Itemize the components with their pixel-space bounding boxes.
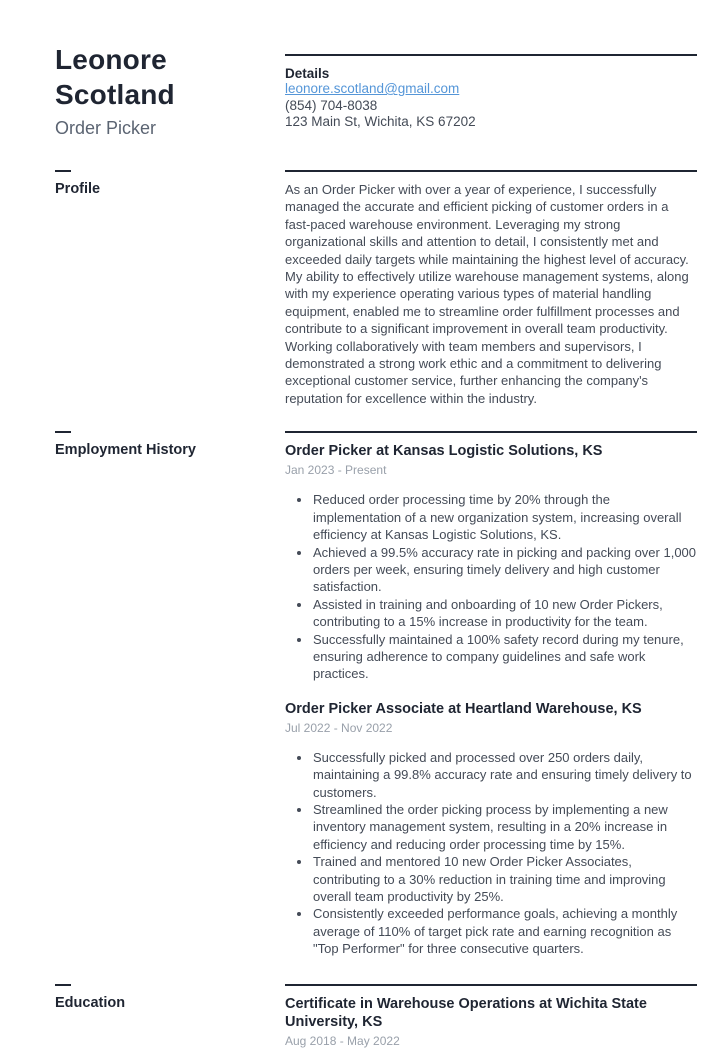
job-title: Order Picker Associate at Heartland Warehouse, KS bbox=[285, 700, 642, 717]
phone-text: (854) 704-8038 bbox=[285, 97, 378, 113]
education-section-marker bbox=[55, 984, 71, 986]
bullet-item: • Assisted in training and onboarding of 10 new Order Pickers, contributing to a 15% increase in productivity for the team. bbox=[312, 596, 697, 631]
education-dates: Aug 2018 - May 2022 bbox=[285, 1033, 400, 1048]
details-heading: Details bbox=[285, 66, 330, 81]
header-left bbox=[55, 42, 285, 140]
profile-section-label: Profile bbox=[55, 181, 101, 197]
header-details bbox=[285, 42, 697, 140]
employment-label-column bbox=[55, 431, 285, 957]
profile-label-column bbox=[55, 170, 285, 407]
education-top-rule bbox=[285, 984, 697, 986]
education-section-label: Education bbox=[55, 994, 126, 1011]
section-employment-history bbox=[55, 431, 697, 957]
email-link[interactable]: leonore.scotland@gmail.com bbox=[285, 81, 460, 96]
address-text: 123 Main St, Wichita, KS 67202 bbox=[285, 114, 476, 129]
bullet-item: • Achieved a 99.5% accuracy rate in picking and packing over 1,000 orders per week, ensuring timely delivery and high customer satisfaction. bbox=[312, 544, 697, 596]
section-education bbox=[55, 984, 697, 1049]
profile-top-rule bbox=[285, 170, 697, 172]
education-content bbox=[285, 984, 697, 1049]
job-bullet-list bbox=[285, 749, 697, 958]
bullet-item: • Streamlined the order picking process by implementing a new inventory management system, resulting in a 20% increase in efficiency and reducing order processing time by 15%. bbox=[312, 801, 697, 853]
bullet-item: • Consistently exceeded performance goals, achieving a monthly average of 110% of target pick rate and earning recognition as "Top Performer" for three consecutive quarters. bbox=[312, 905, 697, 957]
job-entry bbox=[285, 442, 697, 682]
bullet-item: • Successfully picked and processed over 250 orders daily, maintaining a 99.8% accuracy rate and ensuring timely delivery to customers. bbox=[312, 749, 697, 801]
education-title: Certificate in Warehouse Operations at Wichita State University, KS bbox=[285, 995, 647, 1030]
section-profile bbox=[55, 170, 697, 407]
candidate-job-title: Order Picker bbox=[55, 118, 157, 138]
job-bullet-list bbox=[285, 491, 697, 682]
job-dates: Jan 2023 - Present bbox=[285, 463, 387, 478]
education-entry bbox=[285, 995, 697, 1049]
details-top-rule bbox=[285, 54, 697, 56]
education-label-column bbox=[55, 984, 285, 1049]
candidate-name: Leonore Scotland bbox=[55, 44, 175, 110]
job-entry bbox=[285, 700, 697, 958]
employment-content bbox=[285, 431, 697, 957]
header bbox=[55, 42, 697, 140]
bullet-item: • Trained and mentored 10 new Order Picker Associates, contributing to a 30% reduction in training time and improving overall team productivity by 25%. bbox=[312, 853, 697, 905]
profile-content bbox=[285, 170, 697, 407]
bullet-item: • Successfully maintained a 100% safety record during my tenure, ensuring adherence to company guidelines and safe work practices. bbox=[312, 631, 697, 683]
employment-section-label: Employment History bbox=[55, 442, 196, 459]
bullet-item: • Reduced order processing time by 20% through the implementation of a new organization system, increasing overall efficiency at Kansas Logistic Solutions, KS. bbox=[312, 491, 697, 543]
profile-section-marker bbox=[55, 170, 71, 172]
employment-section-marker bbox=[55, 431, 71, 433]
job-title: Order Picker at Kansas Logistic Solutions, KS bbox=[285, 443, 603, 460]
profile-text: As an Order Picker with over a year of experience, I successfully managed the accurate and efficient picking of customer orders in a fast-paced warehouse environment. Leveraging my strong organizational skills and attention to detail, I consistently met and exceeded daily targets while maintaining the highest level of accuracy. My ability to effectively utilize warehouse management systems, along with my experience operating various types of material handling equipment, enabled me to streamline order fulfillment processes and contribute to a significant improvement in overall team productivity. Working collaboratively with team members and supervisors, I demonstrated a strong work ethic and a commitment to delivering exceptional customer service, further enhancing the company's reputation for excellence within the industry. bbox=[285, 182, 689, 406]
employment-top-rule bbox=[285, 431, 697, 433]
job-dates: Jul 2022 - Nov 2022 bbox=[285, 720, 393, 735]
